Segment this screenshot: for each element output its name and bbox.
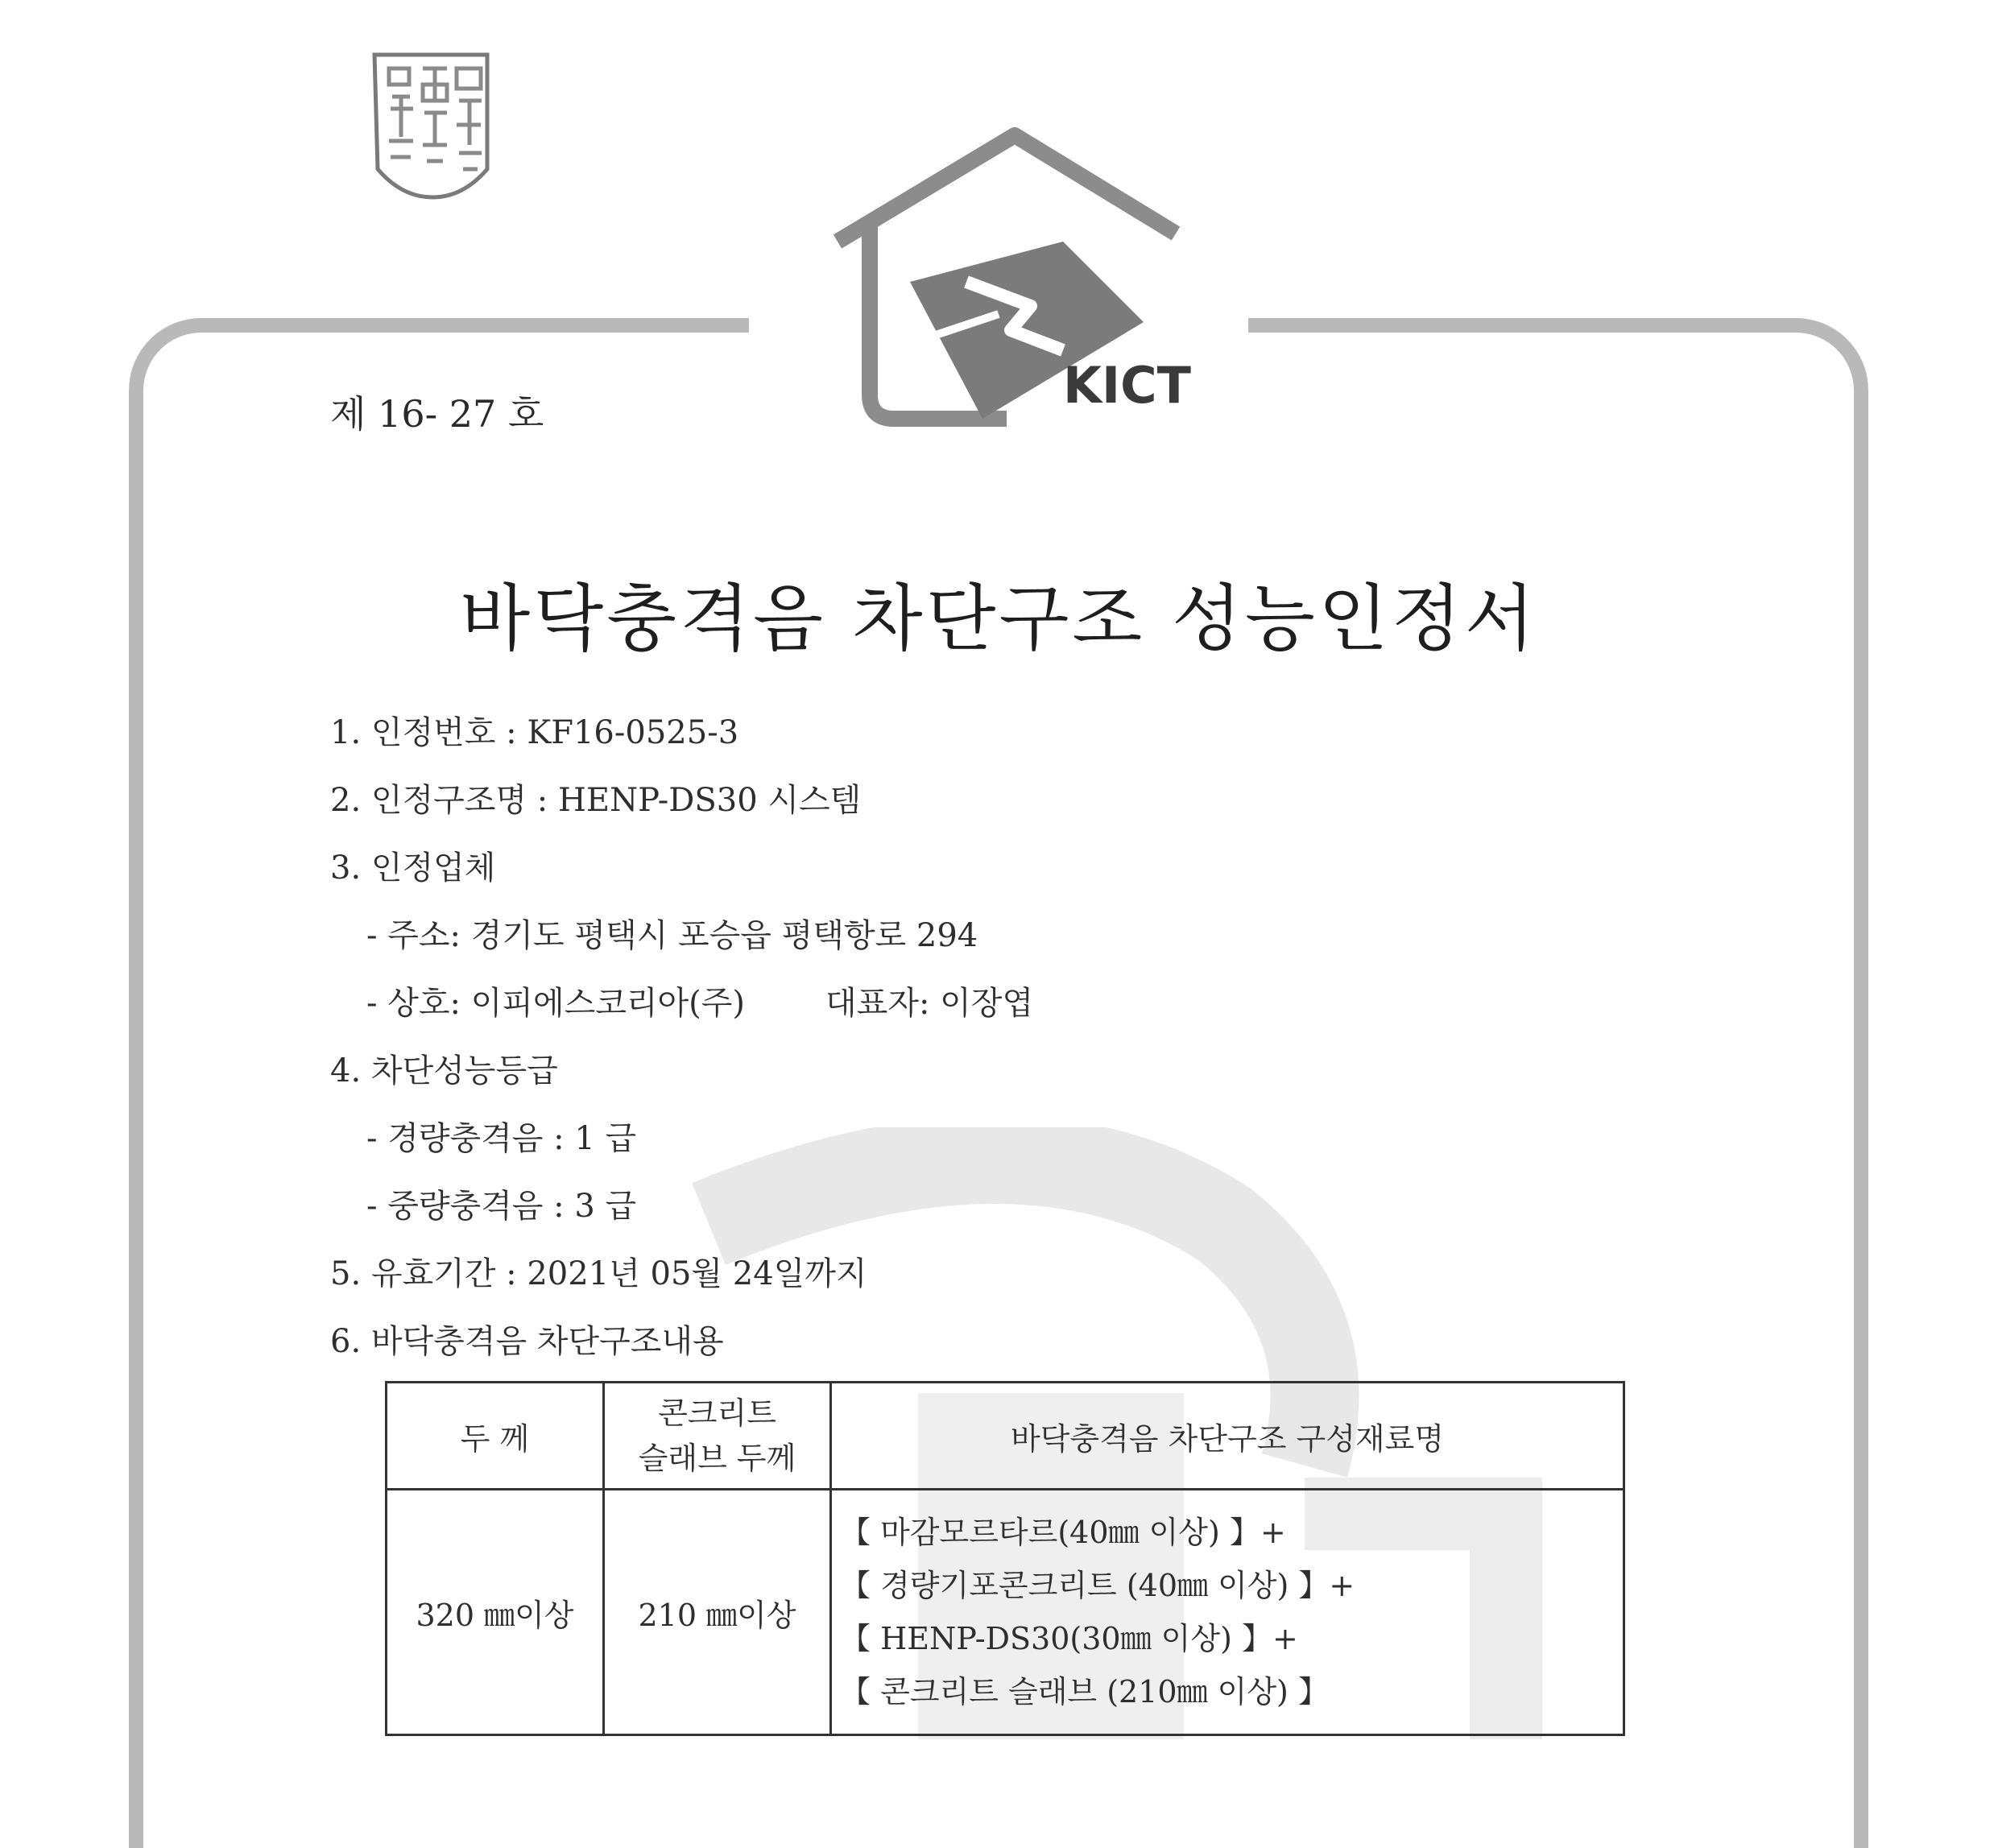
header-slab-thickness: 콘크리트 슬래브 두께 bbox=[604, 1383, 831, 1490]
heavy-impact-grade: - 중량충격음 : 3 급 bbox=[366, 1188, 637, 1225]
material-line: 【 HENP-DS30(30㎜ 이상) 】+ bbox=[840, 1621, 1298, 1656]
official-seal-stamp bbox=[366, 48, 499, 201]
structure-spec-table bbox=[385, 1381, 1625, 1736]
kict-logo bbox=[821, 121, 1200, 443]
item-structure-name: 2. 인정구조명 : HENP-DS30 시스템 bbox=[330, 782, 862, 819]
company-address: - 주소: 경기도 평택시 포승읍 평택항로 294 bbox=[366, 917, 978, 954]
cell-slab-thickness: 210 ㎜이상 bbox=[604, 1490, 831, 1735]
material-line: 【 경량기포콘크리트 (40㎜ 이상) 】+ bbox=[840, 1568, 1355, 1603]
table-header-row bbox=[387, 1383, 1624, 1490]
item-performance-grade: 4. 차단성능등급 bbox=[330, 1052, 558, 1089]
material-line: 【 콘크리트 슬래브 (210㎜ 이상) 】 bbox=[840, 1674, 1329, 1710]
document-title: 바닥충격음 차단구조 성능인정서 bbox=[460, 577, 1538, 661]
header-thickness: 두 께 bbox=[387, 1383, 604, 1490]
light-impact-grade: - 경량충격음 : 1 급 bbox=[366, 1120, 637, 1157]
item-company: 3. 인정업체 bbox=[330, 850, 496, 887]
company-representative: 대표자: 이장엽 bbox=[825, 985, 1034, 1022]
kict-logo-text: KICT bbox=[1063, 356, 1191, 415]
table-row bbox=[387, 1490, 1624, 1735]
cell-thickness: 320 ㎜이상 bbox=[387, 1490, 604, 1735]
material-line: 【 마감모르타르(40㎜ 이상) 】+ bbox=[840, 1515, 1286, 1550]
item-structure-content: 6. 바닥충격음 차단구조내용 bbox=[330, 1323, 724, 1360]
cell-materials bbox=[831, 1490, 1624, 1735]
company-name-row bbox=[366, 978, 1033, 1023]
item-certification-number: 1. 인정번호 : KF16-0525-3 bbox=[330, 714, 739, 751]
header-materials: 바닥충격음 차단구조 구성재료명 bbox=[831, 1383, 1624, 1490]
item-validity-period: 5. 유효기간 : 2021년 05월 24일까지 bbox=[330, 1255, 867, 1292]
company-name: - 상호: 이피에스코리아(주) bbox=[366, 985, 746, 1022]
certificate-number: 제 16- 27 호 bbox=[330, 392, 544, 436]
